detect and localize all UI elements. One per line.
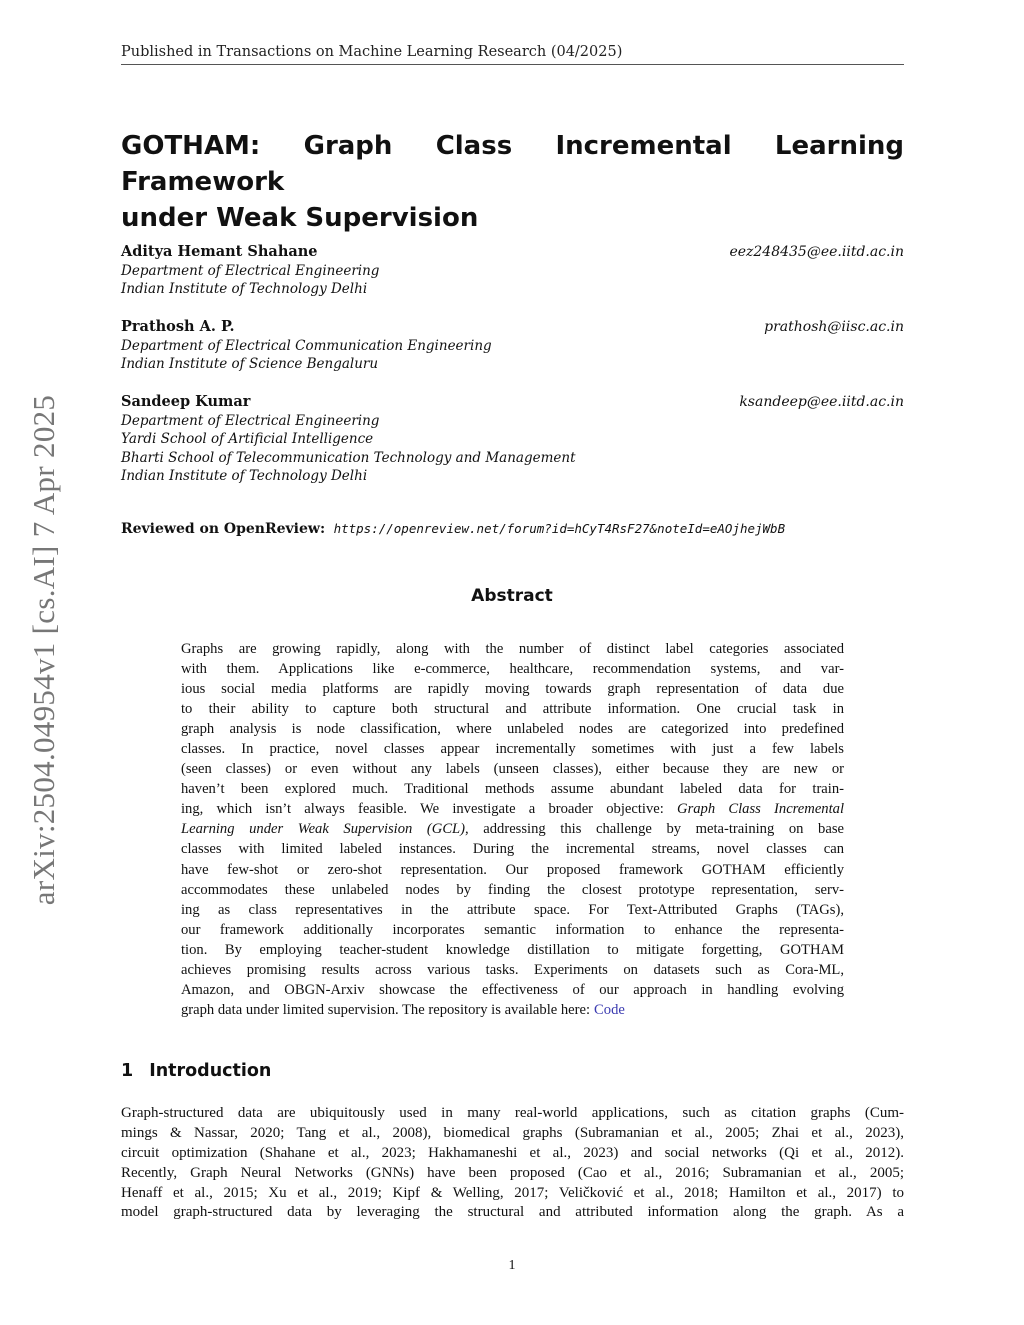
section-title: Introduction xyxy=(149,1061,272,1081)
introduction-body xyxy=(121,1104,904,1223)
author-email[interactable]: ksandeep@ee.iitd.ac.in xyxy=(739,394,904,410)
author-affiliation: Indian Institute of Technology Delhi xyxy=(121,468,368,484)
author-affiliation: Department of Electrical Engineering xyxy=(121,262,380,279)
running-header: Published in Transactions on Machine Learning Research (04/2025) xyxy=(121,44,904,65)
author-affiliation: Indian Institute of Science Bengaluru xyxy=(121,356,379,372)
abstract-heading: Abstract xyxy=(471,586,553,606)
abstract-line: to their ability to capture both structural and attribute information. One crucial task in xyxy=(181,701,844,718)
author-email[interactable]: eez248435@ee.iitd.ac.in xyxy=(729,244,904,260)
author-affiliation: Indian Institute of Technology Delhi xyxy=(121,281,368,297)
paper-title xyxy=(121,128,904,236)
title-line-1: GOTHAM: Graph Class Incremental Learning Framework xyxy=(121,131,904,197)
abstract-body xyxy=(181,639,844,1020)
abstract-line: ing as class representatives in the attribute space. For Text-Attributed Graphs (TAGs), xyxy=(181,901,844,918)
arxiv-stamp: arXiv:2504.04954v1 [cs.AI] 7 Apr 2025 xyxy=(26,394,61,906)
author-block-1 xyxy=(121,243,904,299)
abstract-line: tion. By employing teacher-student knowledge distillation to mitigate forgetting, GOTHAM xyxy=(181,941,844,958)
author-affiliation: Yardi School of Artificial Intelligence xyxy=(121,431,374,447)
abstract-line: Amazon, and OBGN-Arxiv showcase the effectiveness of our approach in handling evolving xyxy=(181,981,844,998)
author-email[interactable]: prathosh@iisc.ac.in xyxy=(764,319,904,335)
author-name: Aditya Hemant Shahane xyxy=(121,243,318,260)
openreview-link[interactable]: https://openreview.net/forum?id=hCyT4RsF27&noteId=eAOjhejWbB xyxy=(333,521,786,536)
abstract-line: classes with limited labeled instances. During the incremental streams, novel classes can xyxy=(181,841,844,858)
author-block-2 xyxy=(121,318,904,374)
intro-line: model graph-structured data by leveraging the structural and attributed information along the graph. As a xyxy=(121,1204,904,1221)
abstract-line: haven’t been explored much. Traditional methods assume abundant labeled data for train- xyxy=(181,781,844,798)
intro-line: Henaff et al., 2015; Xu et al., 2019; Kipf & Welling, 2017; Veličković et al., 2018; Hamilton et al., 2017) to xyxy=(121,1184,904,1201)
abstract-line-with-italic xyxy=(181,819,844,839)
title-line-2: under Weak Supervision xyxy=(121,203,479,233)
code-link[interactable]: Code xyxy=(594,1001,625,1018)
abstract-line: accommodates these unlabeled nodes by finding the closest prototype representation, serv- xyxy=(181,881,844,898)
abstract-last-line xyxy=(181,1000,844,1020)
intro-line: mings & Nassar, 2020; Tang et al., 2008), biomedical graphs (Subramanian et al., 2005; Zhai et al., 2023), xyxy=(121,1124,904,1141)
section-heading-introduction xyxy=(121,1061,271,1081)
abstract-line: ious social media platforms are rapidly moving towards graph representation of data due xyxy=(181,681,844,698)
intro-line: Recently, Graph Neural Networks (GNNs) have been proposed (Cao et al., 2016; Subramanian et al., 2005; xyxy=(121,1164,904,1181)
abstract-line-text: , addressing this challenge by meta-training on base xyxy=(465,821,844,838)
author-name: Prathosh A. P. xyxy=(121,318,235,335)
review-label: Reviewed on OpenReview: xyxy=(121,521,326,537)
abstract-line: achieves promising results across various tasks. Experiments on datasets such as Cora-ML, xyxy=(181,961,844,978)
italic-phrase: Learning under Weak Supervision (GCL) xyxy=(181,821,466,838)
abstract-line: with them. Applications like e-commerce, healthcare, recommendation systems, and var- xyxy=(181,661,844,678)
abstract-line: classes. In practice, novel classes appear incrementally sometimes with just a few labels xyxy=(181,741,844,758)
abstract-line: our framework additionally incorporates semantic information to enhance the representa- xyxy=(181,921,844,938)
intro-line: Graph-structured data are ubiquitously used in many real-world applications, such as citation graphs (Cum- xyxy=(121,1105,904,1121)
intro-line: circuit optimization (Shahane et al., 2023; Hakhamaneshi et al., 2023) and social networks (Qi et al., 2012). xyxy=(121,1144,904,1161)
abstract-line-text: ing, which isn’t always feasible. We investigate a broader objective: xyxy=(181,801,664,818)
italic-phrase: Graph Class Incremental xyxy=(677,801,845,818)
abstract-line: graph analysis is node classification, where unlabeled nodes are categorized into predefined xyxy=(181,721,844,738)
section-number: 1 xyxy=(121,1061,134,1081)
review-line xyxy=(121,521,904,537)
author-affiliation: Department of Electrical Engineering xyxy=(121,412,380,429)
author-block-3 xyxy=(121,393,904,486)
abstract-line-with-italic xyxy=(181,799,844,819)
author-name: Sandeep Kumar xyxy=(121,393,251,410)
author-affiliation: Department of Electrical Communication Engineering xyxy=(121,337,492,354)
abstract-line: Graphs are growing rapidly, along with the number of distinct label categories associated xyxy=(181,641,844,657)
abstract-line: have few-shot or zero-shot representation. Our proposed framework GOTHAM efficiently xyxy=(181,861,844,878)
abstract-line: (seen classes) or even without any labels (unseen classes), either because they are new or xyxy=(181,761,844,778)
author-affiliation: Bharti School of Telecommunication Technology and Management xyxy=(121,449,576,466)
abstract-line-text: graph data under limited supervision. The repository is available here: xyxy=(181,1001,591,1018)
page-number: 1 xyxy=(508,1258,516,1273)
